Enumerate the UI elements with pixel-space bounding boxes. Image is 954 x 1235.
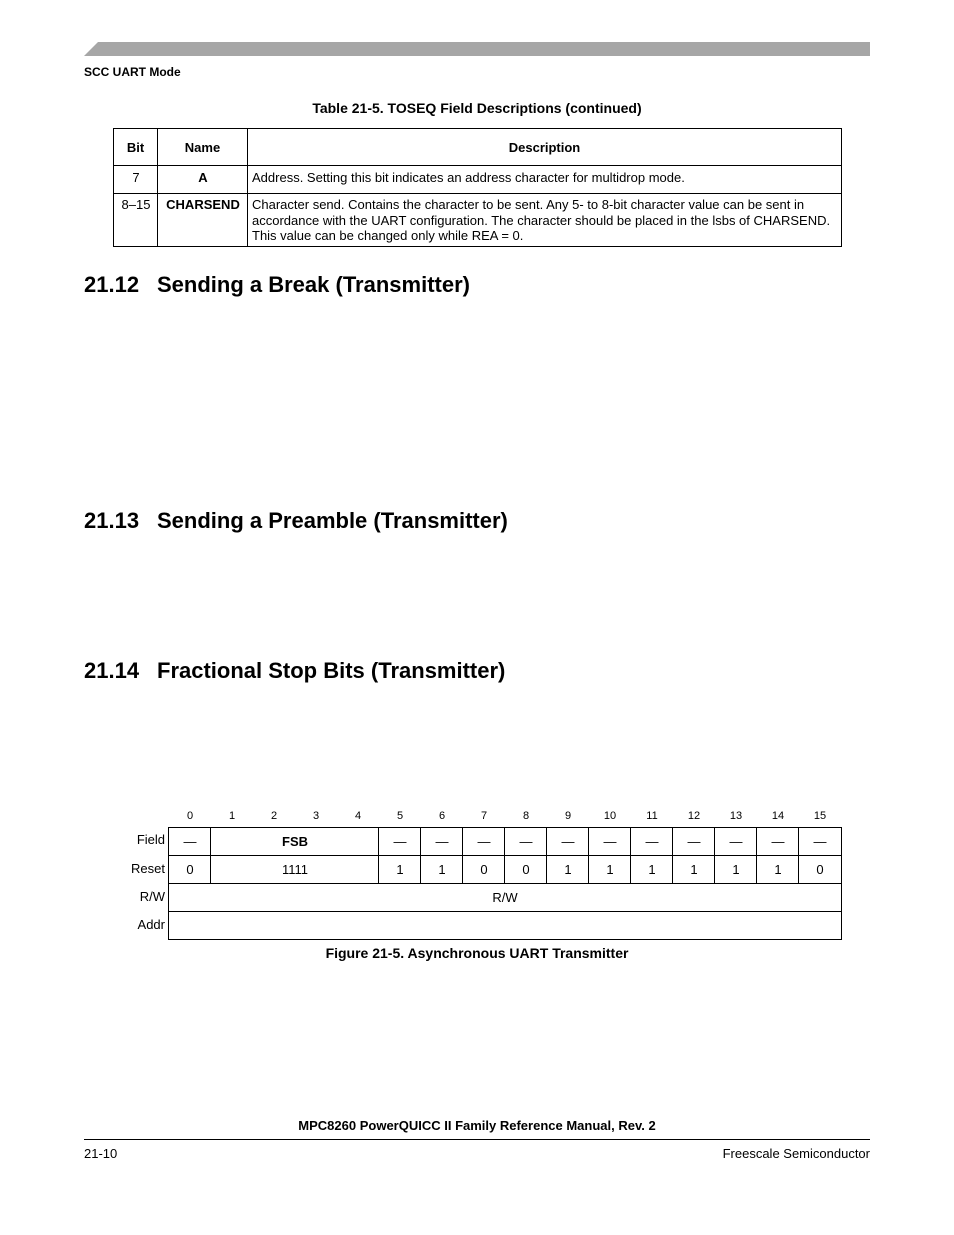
field-cell: — [729,834,743,849]
reset-cell: 1 [648,862,656,877]
section-title: Sending a Break (Transmitter) [157,272,470,297]
column-header-description: Description [248,129,842,166]
cell-name: CHARSEND [158,194,248,247]
bit-number: 1 [228,810,236,822]
footer-company: Freescale Semiconductor [722,1146,870,1161]
table-row [114,194,842,247]
section-heading-21-14 [84,658,505,684]
table-caption: Table 21-5. TOSEQ Field Descriptions (continued) [312,100,642,116]
reset-cell: 0 [816,862,824,877]
cell-description: Address. Setting this bit indicates an address character for multidrop mode. [248,166,842,194]
field-cell: — [645,834,659,849]
row-label-rw: R/W [139,889,165,904]
reset-cell: 0 [186,862,194,877]
bit-number: 10 [603,810,617,822]
bit-number: 7 [480,810,488,822]
field-cell: — [771,834,785,849]
section-number: 21.12 [84,272,140,297]
field-cell: — [519,834,533,849]
grid-line [841,827,842,940]
reset-cell: 1 [774,862,782,877]
grid-line [168,939,842,940]
bit-number-row [169,810,842,824]
section-number: 21.14 [84,658,140,683]
section-heading-21-13 [84,508,508,534]
table-row [114,166,842,194]
bit-number: 4 [354,810,362,822]
field-descriptions-table [113,128,842,247]
page-number: 21-10 [84,1146,118,1161]
cell-bit: 8–15 [114,194,158,247]
reset-cell: 1 [438,862,446,877]
reset-cell: 0 [522,862,530,877]
row-label-reset: Reset [131,861,165,876]
table-header-row [114,129,842,166]
header-bar [84,42,870,56]
bit-number: 9 [564,810,572,822]
field-cell: — [435,834,449,849]
section-number: 21.13 [84,508,140,533]
column-header-name: Name [158,129,248,166]
field-cell: — [393,834,407,849]
reset-cell: 1111 [281,862,309,877]
field-cell: — [477,834,491,849]
register-diagram [168,827,842,940]
field-cell: — [687,834,701,849]
section-title: Sending a Preamble (Transmitter) [157,508,508,533]
bit-number: 6 [438,810,446,822]
field-cell: FSB [282,834,308,849]
reset-cell: 1 [564,862,572,877]
rw-cell: R/W [492,890,518,905]
bit-number: 3 [312,810,320,822]
bit-number: 0 [186,810,194,822]
bit-number: 5 [396,810,404,822]
bit-number: 13 [729,810,743,822]
cell-description: Character send. Contains the character to be sent. Any 5- to 8-bit character value can be sent in accordance with the UART configuration. The character should be placed in the lsbs of CHARSEND. This value can be changed only while REA = 0. [248,194,842,247]
bit-number: 15 [813,810,827,822]
running-head: SCC UART Mode [84,65,181,79]
row-label-field: Field [136,832,165,847]
field-cell: — [561,834,575,849]
field-cell: — [813,834,827,849]
reset-cell: 1 [606,862,614,877]
reset-cell: 1 [396,862,404,877]
footer-rule [84,1139,870,1140]
bit-number: 11 [646,810,658,822]
reset-cell: 1 [690,862,698,877]
reset-cell: 0 [480,862,488,877]
field-cell: — [183,834,197,849]
bit-number: 14 [771,810,785,822]
bit-number: 12 [687,810,701,822]
reset-cell: 1 [732,862,740,877]
field-cell: — [603,834,617,849]
figure-caption: Figure 21-5. Asynchronous UART Transmitter [325,945,629,961]
section-heading-21-12 [84,272,470,298]
column-header-bit: Bit [114,129,158,166]
footer-title: MPC8260 PowerQUICC II Family Reference Manual, Rev. 2 [298,1118,656,1133]
cell-bit: 7 [114,166,158,194]
row-label-addr: Addr [137,917,165,932]
bit-number: 8 [522,810,530,822]
section-title: Fractional Stop Bits (Transmitter) [157,658,506,683]
bit-number: 2 [270,810,278,822]
cell-name: A [158,166,248,194]
addr-cell [169,912,841,939]
